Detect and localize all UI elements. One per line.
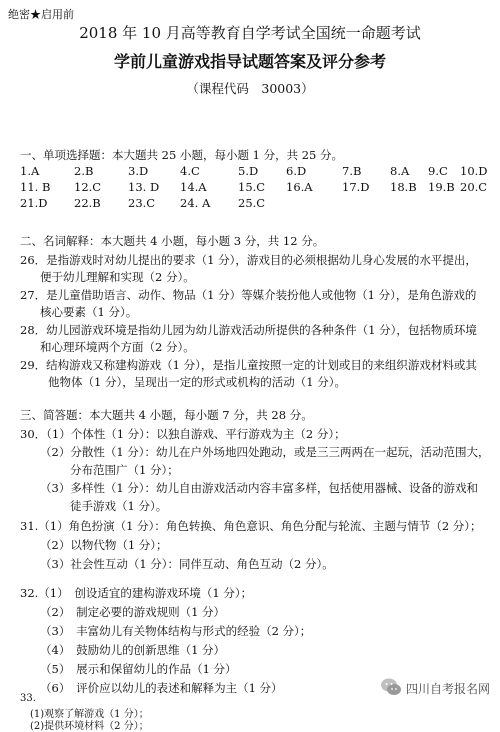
definition-line: 他物体（1 分），呈现出一定的形式或机构的活动（1 分）。 xyxy=(48,375,346,389)
answer-item: 5.D xyxy=(238,164,259,178)
definition-line: 和心理环境两个方面（2 分）。 xyxy=(40,340,195,354)
answer-item: 8.A xyxy=(390,164,410,178)
footer-logo xyxy=(380,676,498,700)
answer-line: (2)提供环境材料（2 分）； xyxy=(30,721,149,732)
answer-line: （2）以物代物（1 分）； xyxy=(40,538,168,552)
answer-item: 3.D xyxy=(128,164,149,178)
answer-item: 15.C xyxy=(238,180,266,194)
answer-line: (1)观察了解游戏（1 分）； xyxy=(30,709,149,720)
answer-item: 9.C xyxy=(428,164,448,178)
answer-line: （6） 评价应以幼儿的表述和解释为主（1 分） xyxy=(40,681,283,695)
definition-line: 27．是儿童借助语言、动作、物品（1 分）等媒介装扮他人或他物（1 分），是角色游戏的 xyxy=(20,288,477,302)
secret-label: 绝密★启用前 xyxy=(8,8,74,21)
answer-item: 16.A xyxy=(286,180,313,194)
answer-line: （3）多样性（1 分）：幼儿自由游戏活动内容丰富多样，包括使用器械、设备的游戏和 xyxy=(40,481,479,495)
answer-line: 30．（1）个体性（1 分）：以独自游戏、平行游戏为主（2 分）； xyxy=(20,427,346,441)
definition-line: 29．结构游戏又称建构游戏（1 分），是指儿童按照一定的计划或目的来组织游戏材料或其 xyxy=(20,358,477,372)
answer-item: 4.C xyxy=(180,164,200,178)
answer-item: 2.B xyxy=(74,164,94,178)
answer-item: 23.C xyxy=(128,196,156,210)
answer-item: 20.C xyxy=(460,180,488,194)
definition-line: 核心要素（1 分）。 xyxy=(40,305,138,319)
section2-heading: 二、名词解释：本大题共 4 小题，每小题 3 分，共 12 分。 xyxy=(20,234,325,248)
answer-item: 6.D xyxy=(286,164,307,178)
exam-title: 2018 年 10 月高等教育自学考试全国统一命题考试 xyxy=(79,24,421,42)
answer-item: 14.A xyxy=(180,180,207,194)
answer-item: 7.B xyxy=(342,164,362,178)
answer-item: 12.C xyxy=(74,180,102,194)
answer-item: 21.D xyxy=(20,196,48,210)
answer-item: 24. A xyxy=(180,196,211,210)
answer-item: 1.A xyxy=(20,164,40,178)
answer-line: 32.（1） 创设适宜的建构游戏环境（1 分）； xyxy=(20,586,253,600)
section3-heading: 三、简答题：本大题共 4 小题，每小题 7 分，共 28 分。 xyxy=(20,408,313,422)
answer-item: 25.C xyxy=(238,196,266,210)
document-title: 学前儿童游戏指导试题答案及评分参考 xyxy=(113,52,386,71)
answer-line: 分布范围广（1 分）； xyxy=(70,463,179,477)
answer-item: 22.B xyxy=(74,196,101,210)
section1-heading: 一、单项选择题：本大题共 25 小题，每小题 1 分，共 25 分。 xyxy=(20,148,344,162)
logo-text: 四川自考报名网 xyxy=(406,682,491,696)
answer-item: 13. D xyxy=(128,180,160,194)
wechat-icon xyxy=(380,676,402,698)
answer-item: 17.D xyxy=(342,180,370,194)
definition-line: 26．是指游戏时对幼儿提出的要求（1 分），游戏目的必须根据幼儿身心发展的水平提出， xyxy=(20,253,477,267)
answer-item: 10.D xyxy=(460,164,488,178)
answer-line: （4） 鼓励幼儿的创新思维（1 分） xyxy=(40,643,226,657)
answer-line: 33. xyxy=(20,693,36,704)
answer-item: 19.B xyxy=(428,180,455,194)
answer-line: （3） 丰富幼儿有关物体结构与形式的经验（2 分）； xyxy=(40,624,312,638)
definition-line: 28．幼儿园游戏环境是指幼儿园为幼儿游戏活动所提供的各种条件（1 分），包括物质环境 xyxy=(20,323,477,337)
answer-item: 11. B xyxy=(20,180,51,194)
definition-line: 便于幼儿理解和实现（2 分）。 xyxy=(40,270,195,284)
answer-line: （2）分散性（1 分）：幼儿在户外场地四处跑动，或是三三两两在一起玩，活动范围大， xyxy=(40,445,490,459)
answer-line: 31.（1）角色扮演（1 分）：角色转换、角色意识、角色分配与轮流、主题与情节（2 分）； xyxy=(20,519,482,533)
answer-line: 徒手游戏（1 分）。 xyxy=(70,499,168,513)
course-code: （课程代码 30003） xyxy=(186,81,314,96)
answer-line: （5） 展示和保留幼儿的作品（1 分） xyxy=(40,662,237,676)
answer-item: 18.B xyxy=(390,180,417,194)
answer-line: （3）社会性互动（1 分）：同伴互动、角色互动（2 分）。 xyxy=(40,557,334,571)
answer-line: （2） 制定必要的游戏规则（1 分） xyxy=(40,605,226,619)
